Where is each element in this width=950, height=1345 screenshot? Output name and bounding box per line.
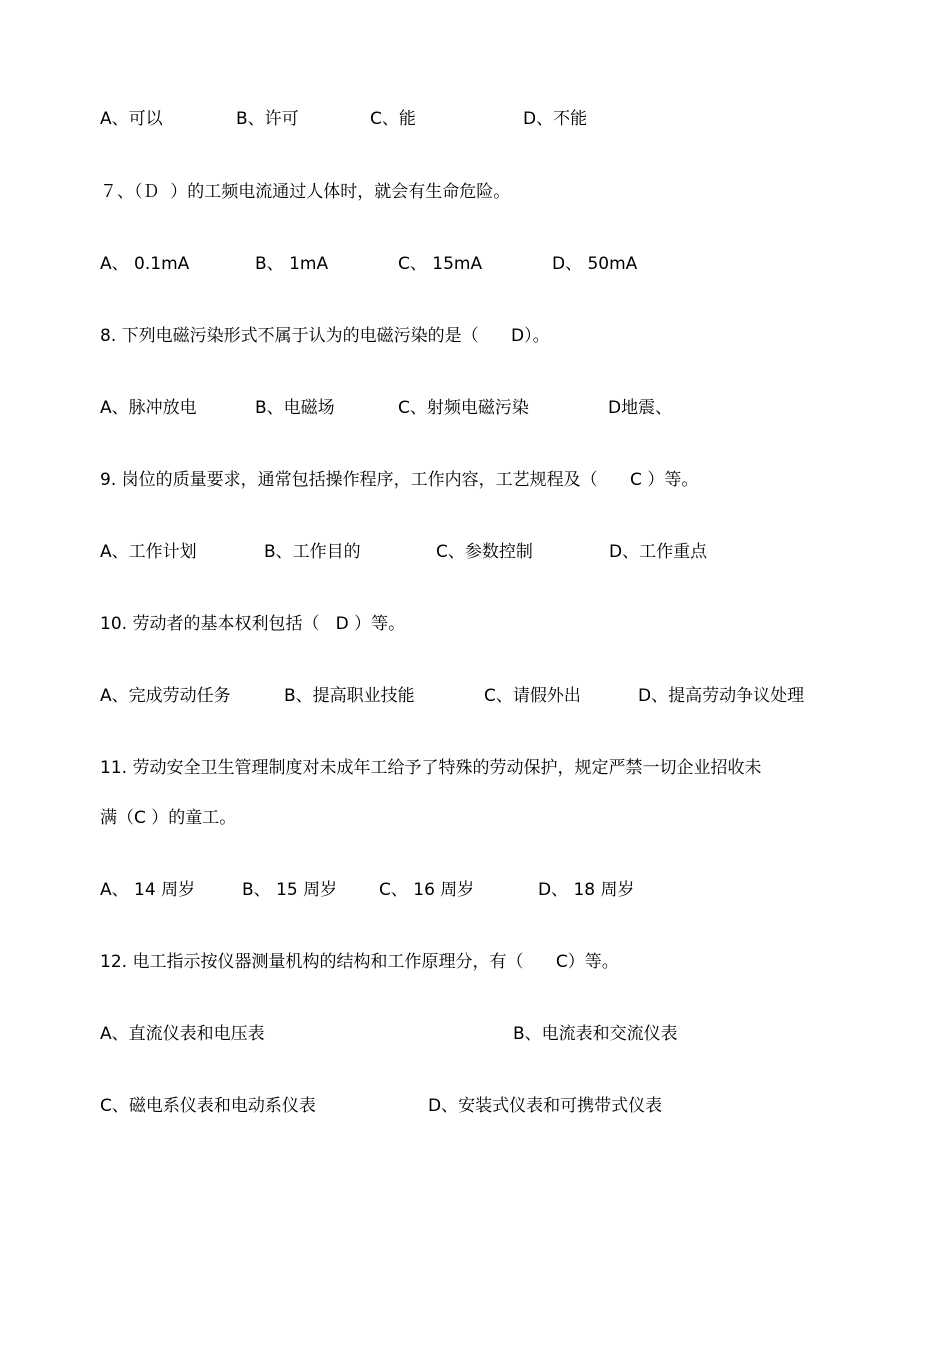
q10-option-a: A、完成劳动任务 (100, 686, 231, 706)
q10-option-c: C、请假外出 (484, 686, 581, 706)
q10-option-b: B、提高职业技能 (284, 686, 415, 706)
question-9-stem: 9. 岗位的质量要求，通常包括操作程序，工作内容，工艺规程及（ C ）等。 (100, 470, 699, 490)
question-7-stem: ７、（Ｄ ）的工频电流通过人体时，就会有生命危险。 (100, 182, 511, 202)
q8-option-a: A、脉冲放电 (100, 398, 197, 418)
q12-option-a: A、直流仪表和电压表 (100, 1024, 265, 1044)
q7-option-b: B、 1mA (255, 254, 329, 274)
q9-option-a: A、工作计划 (100, 542, 197, 562)
q11-option-a: A、 14 周岁 (100, 880, 196, 900)
q12-option-d: D、安装式仪表和可携带式仪表 (428, 1096, 663, 1116)
q8-option-b: B、电磁场 (255, 398, 335, 418)
q11-option-d: D、 18 周岁 (538, 880, 635, 900)
q7-option-d: D、 50mA (552, 254, 638, 274)
question-11-stem-line-1: 11. 劳动安全卫生管理制度对未成年工给予了特殊的劳动保护，规定严禁一切企业招收未 (100, 758, 762, 778)
q6-option-d: D、不能 (523, 109, 588, 129)
q9-option-b: B、工作目的 (264, 542, 361, 562)
question-8-stem: 8. 下列电磁污染形式不属于认为的电磁污染的是（ D）。 (100, 326, 550, 346)
question-12-stem: 12. 电工指示按仪器测量机构的结构和工作原理分，有（ C）等。 (100, 952, 619, 972)
q9-option-c: C、参数控制 (436, 542, 533, 562)
q6-option-c: C、能 (370, 109, 416, 129)
question-11-stem-line-2: 满（C ）的童工。 (100, 808, 237, 828)
q8-option-d: D地震、 (608, 398, 673, 418)
q7-option-a: A、 0.1mA (100, 254, 190, 274)
q12-option-b: B、电流表和交流仪表 (513, 1024, 678, 1044)
q12-option-c: C、磁电系仪表和电动系仪表 (100, 1096, 316, 1116)
question-10-stem: 10. 劳动者的基本权利包括（ D ）等。 (100, 614, 406, 634)
q11-option-b: B、 15 周岁 (242, 880, 338, 900)
q7-option-c: C、 15mA (398, 254, 483, 274)
q11-option-c: C、 16 周岁 (379, 880, 475, 900)
q9-option-d: D、工作重点 (609, 542, 708, 562)
q8-option-c: C、射频电磁污染 (398, 398, 529, 418)
q6-option-b: B、许可 (236, 109, 299, 129)
q10-option-d: D、提高劳动争议处理 (638, 686, 805, 706)
q6-option-a: A、可以 (100, 109, 163, 129)
